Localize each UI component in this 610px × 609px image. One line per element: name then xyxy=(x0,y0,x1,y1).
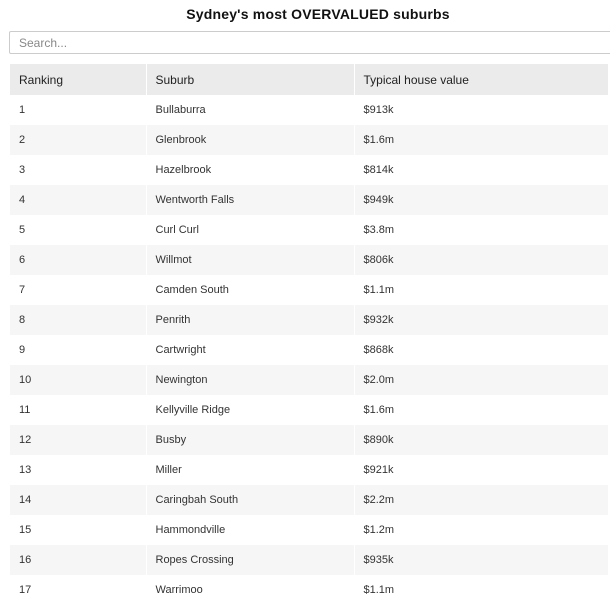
suburb-cell: Camden South xyxy=(146,275,354,305)
ranking-cell: 9 xyxy=(10,335,146,365)
table-row[interactable] xyxy=(10,215,608,245)
house-value-cell: $1.6m xyxy=(354,395,608,425)
house-value-cell: $2.0m xyxy=(354,365,608,395)
table-row[interactable] xyxy=(10,125,608,155)
column-header-house-value[interactable]: Typical house value xyxy=(354,64,608,95)
suburb-cell: Curl Curl xyxy=(146,215,354,245)
table-row[interactable] xyxy=(10,425,608,455)
house-value-cell: $921k xyxy=(354,455,608,485)
table-row[interactable] xyxy=(10,545,608,575)
table-row[interactable] xyxy=(10,185,608,215)
table-row[interactable] xyxy=(10,305,608,335)
table-header-row xyxy=(10,64,608,95)
suburb-cell: Cartwright xyxy=(146,335,354,365)
table-row[interactable] xyxy=(10,395,608,425)
ranking-cell: 12 xyxy=(10,425,146,455)
suburb-cell: Kellyville Ridge xyxy=(146,395,354,425)
house-value-cell: $1.1m xyxy=(354,575,608,605)
table-row[interactable] xyxy=(10,455,608,485)
ranking-cell: 4 xyxy=(10,185,146,215)
ranking-cell: 11 xyxy=(10,395,146,425)
ranking-cell: 15 xyxy=(10,515,146,545)
suburb-cell: Ropes Crossing xyxy=(146,545,354,575)
house-value-cell: $890k xyxy=(354,425,608,455)
house-value-cell: $935k xyxy=(354,545,608,575)
suburb-cell: Hazelbrook xyxy=(146,155,354,185)
ranking-cell: 13 xyxy=(10,455,146,485)
suburbs-table xyxy=(10,64,608,605)
suburb-cell: Caringbah South xyxy=(146,485,354,515)
house-value-cell: $3.8m xyxy=(354,215,608,245)
suburb-cell: Miller xyxy=(146,455,354,485)
suburb-cell: Willmot xyxy=(146,245,354,275)
table-row[interactable] xyxy=(10,485,608,515)
ranking-cell: 1 xyxy=(10,95,146,125)
house-value-cell: $806k xyxy=(354,245,608,275)
suburb-cell: Bullaburra xyxy=(146,95,354,125)
table-container[interactable] xyxy=(10,64,608,609)
column-header-ranking[interactable]: Ranking xyxy=(10,64,146,95)
table-row[interactable] xyxy=(10,365,608,395)
house-value-cell: $2.2m xyxy=(354,485,608,515)
house-value-cell: $913k xyxy=(354,95,608,125)
ranking-cell: 2 xyxy=(10,125,146,155)
table-body xyxy=(10,95,608,605)
ranking-cell: 8 xyxy=(10,305,146,335)
ranking-cell: 10 xyxy=(10,365,146,395)
house-value-cell: $932k xyxy=(354,305,608,335)
house-value-cell: $868k xyxy=(354,335,608,365)
suburb-cell: Warrimoo xyxy=(146,575,354,605)
search-input[interactable] xyxy=(9,31,610,54)
table-row[interactable] xyxy=(10,515,608,545)
page-title: Sydney's most OVERVALUED suburbs xyxy=(186,6,450,22)
table-row[interactable] xyxy=(10,95,608,125)
house-value-cell: $949k xyxy=(354,185,608,215)
suburb-cell: Newington xyxy=(146,365,354,395)
suburb-cell: Hammondville xyxy=(146,515,354,545)
house-value-cell: $814k xyxy=(354,155,608,185)
table-row[interactable] xyxy=(10,575,608,605)
table-row[interactable] xyxy=(10,335,608,365)
table-row[interactable] xyxy=(10,275,608,305)
ranking-cell: 3 xyxy=(10,155,146,185)
house-value-cell: $1.2m xyxy=(354,515,608,545)
ranking-cell: 6 xyxy=(10,245,146,275)
ranking-cell: 16 xyxy=(10,545,146,575)
column-header-suburb[interactable]: Suburb xyxy=(146,64,354,95)
ranking-cell: 14 xyxy=(10,485,146,515)
ranking-cell: 17 xyxy=(10,575,146,605)
suburb-cell: Wentworth Falls xyxy=(146,185,354,215)
suburb-cell: Busby xyxy=(146,425,354,455)
suburb-cell: Glenbrook xyxy=(146,125,354,155)
suburb-cell: Penrith xyxy=(146,305,354,335)
table-row[interactable] xyxy=(10,155,608,185)
ranking-cell: 7 xyxy=(10,275,146,305)
house-value-cell: $1.6m xyxy=(354,125,608,155)
house-value-cell: $1.1m xyxy=(354,275,608,305)
ranking-cell: 5 xyxy=(10,215,146,245)
table-row[interactable] xyxy=(10,245,608,275)
